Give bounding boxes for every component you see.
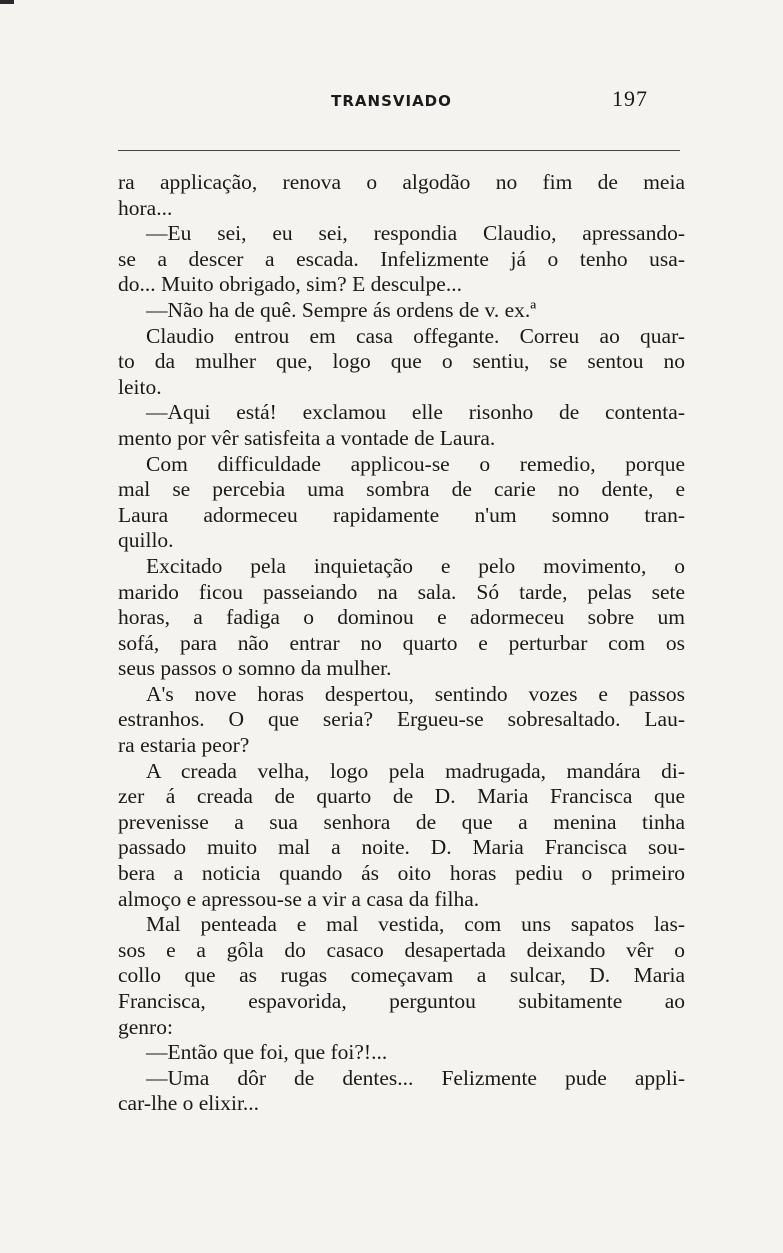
text-line: sos e a gôla do casaco desapertada deixando vêr o [118,937,685,962]
text-line: ra applicação, renova o algodão no fim de meia [118,170,685,194]
running-title: TRANSVIADO [331,92,452,110]
text-line: to da mulher que, logo que o sentiu, se sentou no [118,349,685,374]
text-line: Excitado pela inquietação e pelo movimento, o [146,553,685,578]
scan-corner-mark [0,0,14,4]
text-line: Com difficuldade applicou-se o remedio, porque [146,451,685,476]
text-line: zer á creada de quarto de D. Maria Francisca que [118,784,685,809]
text-line: estranhos. O que seria? Ergueu-se sobresaltado. Lau- [118,707,685,732]
text-line: —Aqui está! exclamou elle risonho de contenta- [146,400,685,425]
text-line: —Então que foi, que foi?!... [146,1040,388,1065]
text-line: —Eu sei, eu sei, respondia Claudio, apressando- [146,221,685,246]
text-line: Mal penteada e mal vestida, com uns sapatos las- [146,912,685,937]
text-line: sofá, para não entrar no quarto e perturbar com os [118,630,685,655]
text-line: mal se percebia uma sombra de carie no dente, e [118,477,685,502]
header-rule [118,150,680,151]
text-line: —Uma dôr de dentes... Felizmente pude appli- [146,1065,685,1090]
text-line: Laura adormeceu rapidamente n'um somno tran- [118,502,685,527]
text-line: marido ficou passeiando na sala. Só tarde, pelas sete [118,579,685,604]
text-line: almoço e apressou-se a vir a casa da filha. [118,886,480,911]
text-line: collo que as rugas começavam a sulcar, D. Maria [118,963,685,988]
text-line: Claudio entrou em casa offegante. Correu ao quar- [146,323,685,348]
text-line: bera a noticia quando ás oito horas pediu o primeiro [118,861,685,886]
text-line: leito. [118,374,162,399]
text-line: quillo. [118,528,174,553]
text-line: passado muito mal a noite. D. Maria Francisca sou- [118,835,685,860]
page-number: 197 [612,86,648,111]
text-line: hora... [118,195,173,220]
text-line: A's nove horas despertou, sentindo vozes e passos [146,681,685,706]
text-line: —Não ha de quê. Sempre ás ordens de v. ex.ª [146,297,537,322]
text-line: genro: [118,1014,173,1039]
text-line: seus passos o somno da mulher. [118,656,392,681]
text-line: horas, a fadiga o dominou e adormeceu sobre um [118,605,685,630]
text-line: A creada velha, logo pela madrugada, mandára di- [146,758,685,783]
text-line: ra estaria peor? [118,733,250,758]
text-line: se a descer a escada. Infelizmente já o tenho usa- [118,246,685,271]
text-line: mento por vêr satisfeita a vontade de Laura. [118,425,496,450]
text-line: Francisca, espavorida, perguntou subitamente ao [118,989,685,1013]
page-body-text [118,170,685,1117]
text-line: prevenisse a sua senhora de que a menina tinha [118,809,685,834]
text-line: do... Muito obrigado, sim? E desculpe... [118,272,462,297]
text-line: car-lhe o elixir... [118,1091,260,1116]
